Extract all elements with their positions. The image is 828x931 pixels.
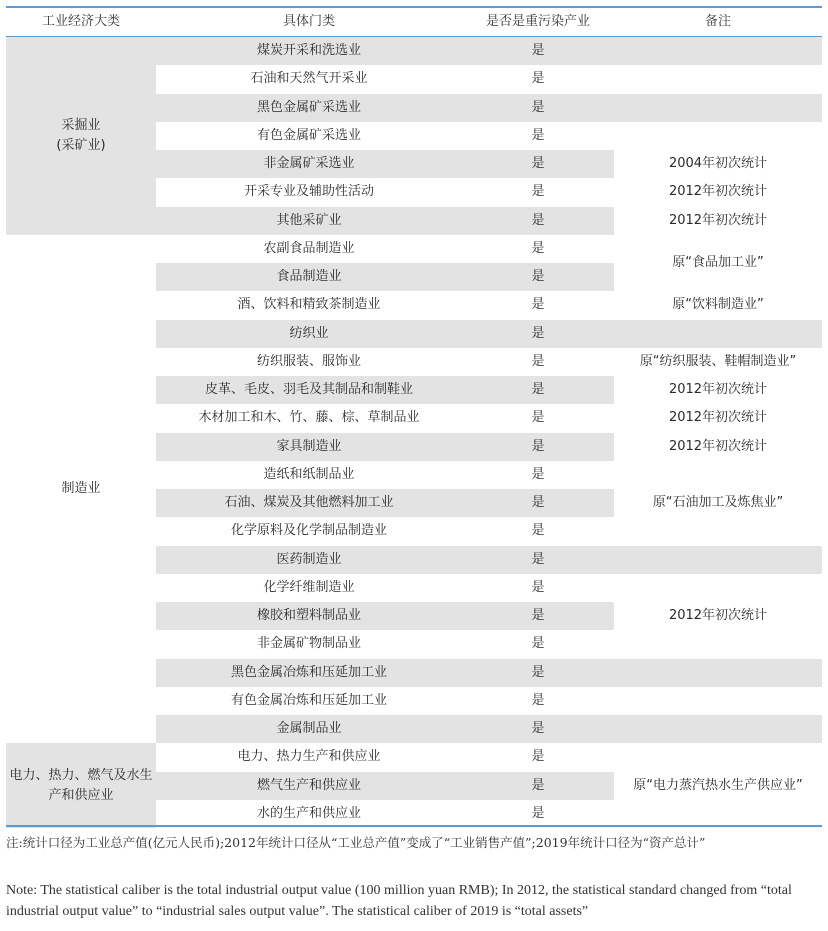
remark-cell-empty	[614, 715, 822, 743]
remark-cell-empty	[614, 659, 822, 687]
polluting-cell: 是	[462, 715, 614, 743]
polluting-cell: 是	[531, 636, 545, 652]
category-cell: 有色金属矿采选业	[256, 127, 361, 143]
category-cell: 化学纤维制造业	[263, 579, 355, 595]
polluting-cell: 是	[531, 184, 545, 200]
category-cell: 皮革、毛皮、羽毛及其制品和制鞋业	[156, 376, 462, 404]
group-name-line: 制造业	[61, 481, 101, 496]
category-cell: 黑色金属冶炼和压延加工业	[156, 659, 462, 687]
polluting-cell: 是	[531, 353, 545, 369]
category-cell: 石油和天然气开采业	[250, 71, 368, 87]
polluting-cell: 是	[531, 692, 545, 708]
category-cell: 食品制造业	[156, 263, 462, 291]
polluting-cell: 是	[462, 207, 614, 235]
group-cell	[6, 235, 156, 744]
group-name-line: 电力、热力、燃气及水生	[9, 767, 153, 783]
polluting-cell: 是	[462, 546, 614, 574]
category-cell: 造纸和纸制品业	[263, 466, 355, 482]
remark-cell: 2004年初次统计	[668, 156, 768, 172]
category-cell: 酒、饮料和精致茶制造业	[237, 297, 381, 313]
polluting-cell: 是	[462, 37, 614, 65]
polluting-cell: 是	[462, 376, 614, 404]
table-bottom-rule	[6, 825, 822, 827]
remark-cell-empty	[614, 37, 822, 65]
category-cell: 医药制造业	[156, 546, 462, 574]
header-specific-category: 具体门类	[282, 14, 335, 29]
polluting-cell: 是	[531, 749, 545, 765]
remark-cell-empty	[614, 320, 822, 348]
polluting-cell: 是	[462, 489, 614, 517]
header-remarks: 备注	[704, 14, 731, 29]
polluting-cell: 是	[531, 579, 545, 595]
category-cell: 水的生产和供应业	[256, 805, 361, 821]
remark-cell-empty	[614, 94, 822, 122]
polluting-cell: 是	[462, 320, 614, 348]
remark-cell: 原“纺织服装、鞋帽制造业”	[639, 353, 797, 369]
category-cell: 煤炭开采和洗选业	[156, 37, 462, 65]
category-cell: 橡胶和塑料制品业	[156, 602, 462, 630]
group-name-line: 产和供应业	[48, 787, 114, 803]
remark-cell: 原“电力蒸汽热水生产供应业”	[633, 777, 803, 793]
remark-cell-empty	[614, 546, 822, 574]
polluting-cell: 是	[462, 602, 614, 630]
category-cell: 石油、煤炭及其他燃料加工业	[156, 489, 462, 517]
polluting-cell: 是	[531, 805, 545, 821]
category-cell: 木材加工和木、竹、藤、棕、草制品业	[198, 410, 420, 426]
category-cell: 化学原料及化学制品制造业	[230, 523, 387, 539]
category-cell: 纺织服装、服饰业	[256, 353, 361, 369]
polluting-cell: 是	[531, 410, 545, 426]
footnote-chinese: 注:统计口径为工业总产值(亿元人民币);2012年统计口径从“工业总产值”变成了“工业销售产值”;2019年统计口径为“资产总计”	[6, 835, 706, 850]
polluting-cell: 是	[531, 466, 545, 482]
polluting-cell: 是	[462, 263, 614, 291]
header-heavy-polluting: 是否是重污染产业	[485, 14, 590, 29]
remark-cell: 2012年初次统计	[668, 438, 768, 454]
polluting-cell: 是	[531, 127, 545, 143]
industry-table	[6, 6, 822, 827]
group-name-line: 采掘业	[61, 117, 101, 133]
group-cell	[6, 743, 156, 828]
polluting-cell: 是	[531, 240, 545, 256]
remark-cell: 原“饮料制造业”	[672, 297, 764, 313]
category-cell: 农副食品制造业	[263, 240, 355, 256]
polluting-cell: 是	[531, 523, 545, 539]
category-cell: 电力、热力生产和供应业	[237, 749, 381, 765]
group-name-line: (采矿业)	[56, 137, 106, 153]
remark-cell: 2012年初次统计	[668, 608, 768, 624]
polluting-cell: 是	[462, 772, 614, 800]
category-cell: 家具制造业	[156, 433, 462, 461]
category-cell: 开采专业及辅助性活动	[243, 184, 374, 200]
category-cell: 黑色金属矿采选业	[156, 94, 462, 122]
remark-cell: 2012年初次统计	[668, 184, 768, 200]
header-industry-class: 工业经济大类	[41, 14, 120, 29]
category-cell: 有色金属冶炼和压延加工业	[230, 692, 387, 708]
remark-cell: 原“石油加工及炼焦业”	[652, 495, 784, 511]
category-cell: 纺织业	[156, 320, 462, 348]
group-cell	[6, 37, 156, 235]
category-cell: 金属制品业	[156, 715, 462, 743]
polluting-cell: 是	[531, 71, 545, 87]
category-cell: 非金属矿采选业	[156, 150, 462, 178]
category-cell: 燃气生产和供应业	[156, 772, 462, 800]
polluting-cell: 是	[462, 659, 614, 687]
remark-cell: 2012年初次统计	[668, 382, 768, 398]
polluting-cell: 是	[462, 433, 614, 461]
remark-cell: 2012年初次统计	[668, 212, 768, 228]
polluting-cell: 是	[462, 150, 614, 178]
remark-cell: 2012年初次统计	[668, 410, 768, 426]
category-cell: 非金属矿物制品业	[256, 636, 361, 652]
polluting-cell: 是	[531, 297, 545, 313]
footnote-english: Note: The statistical caliber is the total industrial output value (100 million yuan RMB); In 2012, the statistical standard changed from “total industrial output value” to “industrial sales output value”. The statistical caliber of 2019 is “total assets”	[6, 883, 792, 919]
remark-cell: 原“食品加工业”	[672, 255, 764, 270]
polluting-cell: 是	[462, 94, 614, 122]
category-cell: 其他采矿业	[156, 207, 462, 235]
